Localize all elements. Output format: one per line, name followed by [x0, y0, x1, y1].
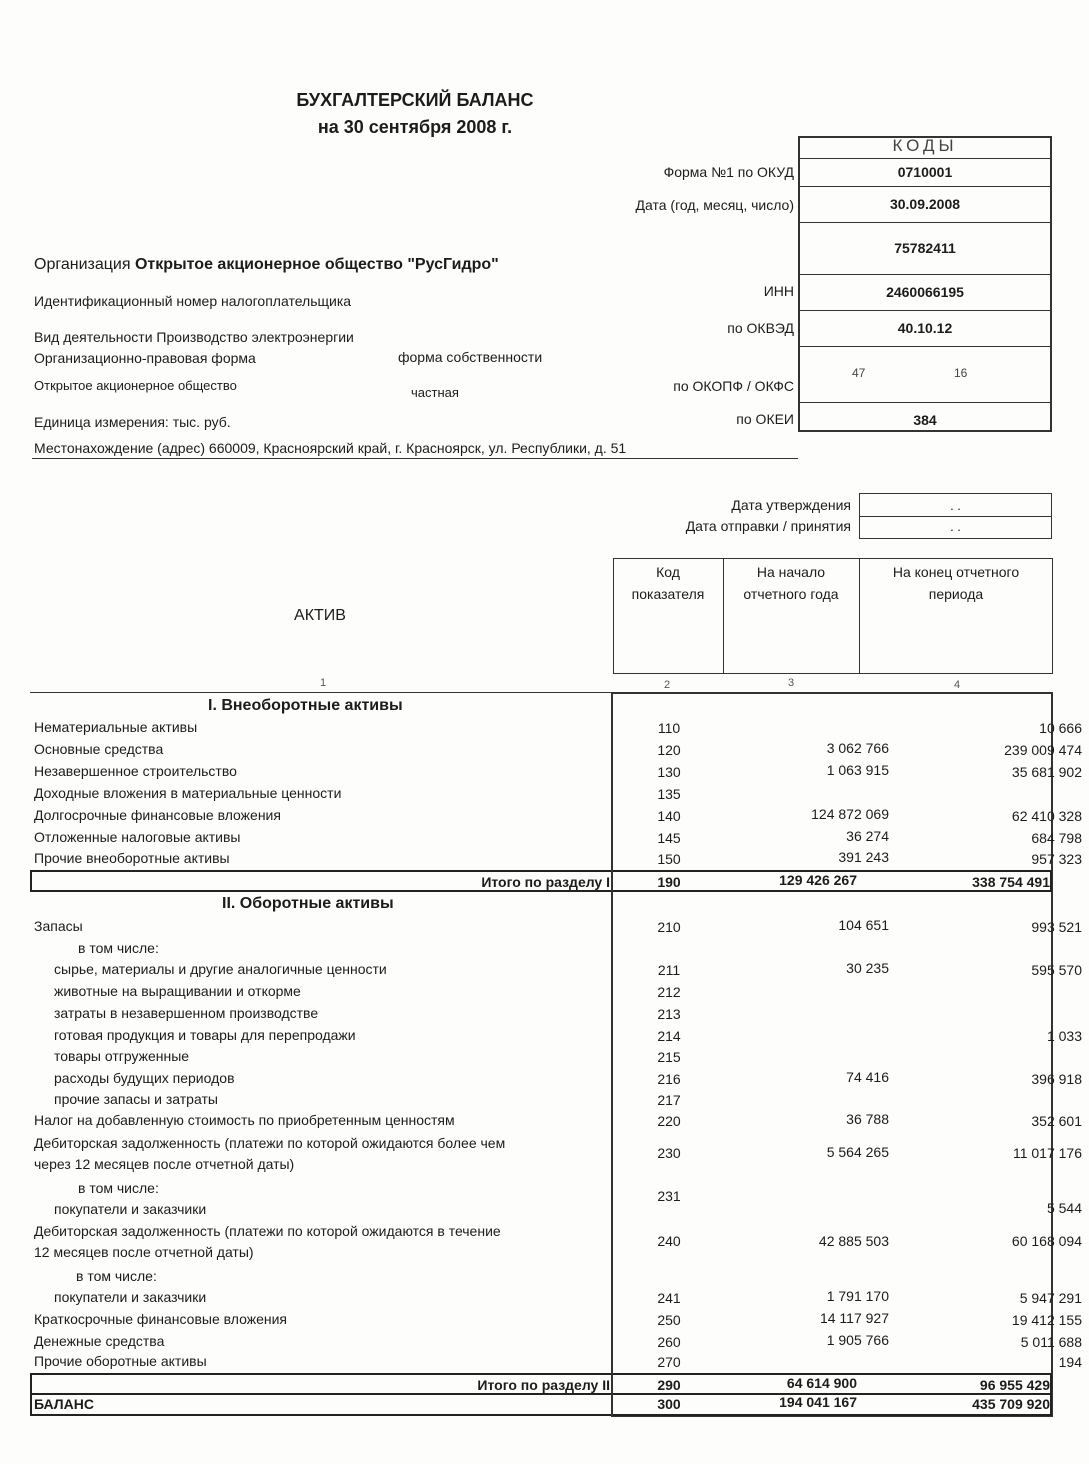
table-row: [34, 1309, 1082, 1330]
row-start: 3 062 766: [826, 740, 889, 756]
row-230-label-1: Дебиторская задолженность (платежи по которой ожидаются более чем: [34, 1135, 506, 1151]
balance-label: БАЛАНС: [34, 1396, 94, 1412]
row-code: 213: [657, 1006, 681, 1022]
row-label: Запасы: [34, 918, 83, 934]
body-top-line: [30, 692, 611, 693]
inn-value: 2460066195: [800, 274, 1050, 309]
row-start: 74 416: [846, 1069, 889, 1085]
table-row: [34, 1068, 1082, 1089]
col-number-1: 1: [320, 677, 327, 689]
section-1-title: I. Внеоборотные активы: [208, 697, 403, 714]
row-231-end: 5 544: [1046, 1200, 1082, 1216]
okei-label: по ОКЕИ: [736, 411, 794, 427]
row-label: расходы будущих периодов: [54, 1070, 235, 1086]
row-240: [34, 1221, 1082, 1265]
total-section-2: [30, 1373, 1052, 1395]
row-end: 595 570: [1031, 962, 1082, 978]
row-label: Прочие оборотные активы: [34, 1353, 207, 1369]
row-label: Прочие внеоборотные активы: [34, 850, 230, 866]
okpo-value: 75782411: [800, 222, 1050, 273]
row-code: 210: [657, 919, 681, 935]
inn-label: ИНН: [763, 283, 794, 299]
codes-heading: КОДЫ: [892, 136, 958, 155]
total-1-code: 190: [657, 874, 681, 890]
date-label: Дата (год, месяц, число): [635, 197, 794, 213]
row-end: 396 918: [1031, 1071, 1082, 1087]
row-end: 239 009 474: [1004, 742, 1082, 758]
balance-start: 194 041 167: [779, 1394, 857, 1410]
row-code: 220: [657, 1113, 681, 1129]
row-end: 352 601: [1031, 1113, 1082, 1129]
col-start-header: [723, 561, 859, 605]
total-1-end: 338 754 491: [972, 874, 1050, 890]
row-start: 124 872 069: [811, 806, 889, 822]
table-row: [34, 916, 1082, 937]
row-end: 5 947 291: [1019, 1290, 1082, 1306]
row-start: 104 651: [838, 917, 889, 933]
row-end: 194: [1058, 1354, 1082, 1370]
table-row: [34, 1110, 1082, 1131]
table-row: [34, 1331, 1082, 1352]
row-end: 19 412 155: [1011, 1312, 1082, 1328]
row-end: 993 521: [1031, 919, 1082, 935]
row-230-code: 230: [657, 1145, 681, 1161]
row-label: Доходные вложения в материальные ценности: [34, 785, 342, 801]
address-text: Местонахождение (адрес) 660009, Красноярский край, г. Красноярск, ул. Республики, д. 51: [34, 440, 627, 456]
row-label: Краткосрочные финансовые вложения: [34, 1311, 287, 1327]
total-2-start: 64 614 900: [786, 1375, 857, 1391]
row-231-label: покупатели и заказчики: [54, 1201, 207, 1217]
row-230-label-2: через 12 месяцев после отчетной даты): [34, 1156, 295, 1172]
row-label: товары отгруженные: [54, 1048, 190, 1064]
table-row: [34, 717, 1082, 738]
row-code: 217: [657, 1092, 681, 1108]
okopf-label: по ОКОПФ / ОКФС: [673, 378, 794, 394]
row-start: 391 243: [838, 849, 889, 865]
total-1-start: 129 426 267: [779, 872, 857, 888]
org-line: [34, 256, 499, 274]
col-end-line2: периода: [928, 586, 984, 602]
table-row: [34, 938, 1049, 959]
row-label: сырье, материалы и другие аналогичные ценности: [54, 961, 387, 977]
document-title: БУХГАЛТЕРСКИЙ БАЛАНС: [296, 90, 534, 110]
section-2-title: II. Оборотные активы: [222, 895, 394, 912]
legal-form-label: Организационно-правовая форма: [34, 350, 256, 366]
row-code: 150: [657, 851, 681, 867]
col-start-line1: На начало: [756, 564, 826, 580]
ownership-label: форма собственности: [398, 349, 543, 365]
col-end-header: [859, 561, 1053, 605]
okud-value: 0710001: [800, 158, 1050, 185]
okfs-value: 16: [954, 366, 968, 380]
org-name: Открытое акционерное общество "РусГидро": [134, 256, 499, 273]
row-240-label-2: 12 месяцев после отчетной даты): [34, 1244, 254, 1260]
row-label: Налог на добавленную стоимость по приобретенным ценностям: [34, 1112, 455, 1128]
table-row: [34, 959, 1082, 980]
row-start: 1 791 170: [826, 1288, 889, 1304]
table-row: [34, 739, 1082, 760]
total-section-1: [30, 870, 1052, 892]
row-code: 120: [657, 742, 681, 758]
row-label: Денежные средства: [34, 1333, 165, 1349]
row-end: 1 033: [1046, 1028, 1082, 1044]
okud-label: Форма №1 по ОКУД: [663, 164, 794, 180]
table-row: [34, 1287, 1082, 1308]
send-value: . .: [950, 519, 961, 534]
table-row: [34, 827, 1082, 848]
row-label: покупатели и заказчики: [54, 1289, 207, 1305]
table-row: [34, 761, 1082, 782]
row-230-end: 11 017 176: [1012, 1145, 1082, 1161]
row-code: 250: [657, 1312, 681, 1328]
unit-text: Единица измерения: тыс. руб.: [34, 414, 231, 430]
row-start: 1 905 766: [826, 1332, 889, 1348]
row-end: 5 011 688: [1020, 1334, 1082, 1350]
row-code: 260: [657, 1334, 681, 1350]
row-241-incl: в том числе:: [76, 1268, 157, 1284]
total-1-label: Итого по разделу I: [481, 874, 610, 890]
table-row: [34, 1089, 1049, 1110]
approval-divider: [859, 516, 1052, 517]
col-number-2: 2: [664, 679, 671, 691]
row-code: 145: [657, 830, 681, 846]
row-230-start: 5 564 265: [826, 1144, 889, 1160]
approve-label: Дата утверждения: [731, 497, 851, 513]
row-end: 35 681 902: [1011, 764, 1082, 780]
row-240-end: 60 168 094: [1011, 1233, 1082, 1249]
row-code: 140: [657, 808, 681, 824]
okved-value: 40.10.12: [800, 310, 1050, 345]
okei-value: 384: [800, 402, 1050, 431]
row-label: Незавершенное строительство: [34, 763, 237, 779]
col-code-line1: Код: [656, 564, 680, 580]
row-code: 214: [657, 1028, 681, 1044]
document-date: на 30 сентября 2008 г.: [317, 117, 513, 137]
balance-code: 300: [657, 1396, 681, 1412]
total-2-label: Итого по разделу II: [477, 1377, 610, 1393]
row-code: 212: [657, 984, 681, 1000]
table-row: [34, 1003, 1049, 1024]
row-label: Основные средства: [34, 741, 164, 757]
balance-row: [30, 1394, 1052, 1416]
row-start: 1 063 915: [826, 762, 889, 778]
col-code-line2: показателя: [631, 586, 705, 602]
row-code: 216: [657, 1071, 681, 1087]
col-number-4: 4: [954, 679, 961, 691]
table-row: [34, 848, 1082, 869]
row-label: прочие запасы и затраты: [54, 1091, 218, 1107]
address-underline: [32, 458, 798, 459]
body-left-line: [611, 870, 613, 1416]
date-value: 30.09.2008: [800, 186, 1050, 221]
col-start-line2: отчетного года: [743, 586, 839, 602]
row-label: Долгосрочные финансовые вложения: [34, 807, 281, 823]
table-row: [34, 1025, 1082, 1046]
inn-text: Идентификационный номер налогоплательщика: [34, 293, 352, 309]
row-code: 211: [657, 962, 681, 978]
row-231: [34, 1188, 1082, 1224]
row-code: 215: [657, 1049, 681, 1065]
org-prefix: Организация: [34, 256, 131, 273]
row-start: 36 788: [846, 1111, 889, 1127]
col-number-3: 3: [788, 677, 795, 689]
row-240-code: 240: [657, 1233, 681, 1249]
okopf-cell: [800, 346, 1050, 401]
row-label: в том числе:: [78, 940, 159, 956]
row-231-code: 231: [657, 1188, 681, 1204]
table-row: [34, 981, 1049, 1002]
okved-label: по ОКВЭД: [727, 320, 794, 336]
row-label: Отложенные налоговые активы: [34, 829, 241, 845]
balance-end: 435 709 920: [972, 1396, 1050, 1412]
row-end: 10 666: [1039, 720, 1082, 736]
row-label: готовая продукция и товары для перепродажи: [54, 1027, 356, 1043]
activity-text: Вид деятельности Производство электроэнергии: [34, 329, 354, 345]
row-code: 130: [657, 764, 681, 780]
ownership-value: частная: [411, 385, 459, 400]
row-240-label-1: Дебиторская задолженность (платежи по которой ожидаются в течение: [34, 1223, 501, 1239]
row-end: 957 323: [1031, 851, 1082, 867]
col-code-header: [613, 561, 723, 605]
row-230: [34, 1133, 1082, 1177]
row-code: 135: [657, 786, 681, 802]
row-start: 30 235: [846, 960, 889, 976]
approve-value: . .: [950, 498, 961, 513]
table-row: [34, 805, 1082, 826]
send-label: Дата отправки / принятия: [685, 518, 851, 534]
row-code: 270: [657, 1354, 681, 1370]
col-end-line1: На конец отчетного: [892, 564, 1020, 580]
row-code: 241: [657, 1290, 681, 1306]
row-start: 36 274: [846, 828, 889, 844]
table-row: [34, 1351, 1082, 1372]
legal-form-value: Открытое акционерное общество: [34, 378, 237, 393]
row-231-incl: в том числе:: [78, 1180, 159, 1196]
total-2-end: 96 955 429: [979, 1377, 1050, 1393]
table-row: [34, 1046, 1049, 1067]
col-asset-header: АКТИВ: [294, 607, 346, 624]
row-end: 62 410 328: [1011, 808, 1082, 824]
row-end: 684 798: [1031, 830, 1082, 846]
row-label: животные на выращивании и откорме: [54, 983, 301, 999]
okopf-value: 47: [852, 366, 866, 380]
table-row: [34, 783, 1049, 804]
row-240-start: 42 885 503: [818, 1233, 889, 1249]
row-label: затраты в незавершенном производстве: [54, 1005, 319, 1021]
total-2-code: 290: [657, 1377, 681, 1393]
row-start: 14 117 927: [819, 1310, 889, 1326]
row-label: Нематериальные активы: [34, 719, 198, 735]
row-code: 110: [657, 720, 681, 736]
